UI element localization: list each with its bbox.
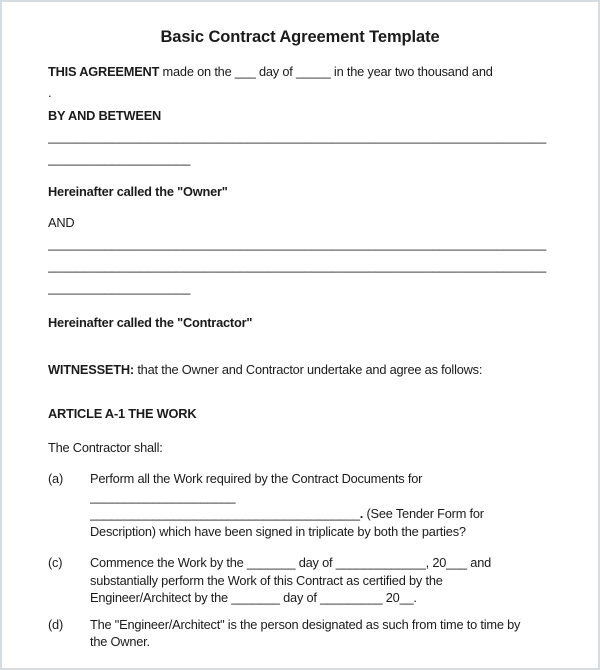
owner-name-blank-line-1: ______________________________________________________________________ — [48, 129, 547, 144]
item-d-line-1: The "Engineer/Architect" is the person designated as such from time to time by — [90, 616, 521, 632]
article-intro: The Contractor shall: — [48, 440, 163, 455]
by-and-between-heading: BY AND BETWEEN — [48, 108, 162, 123]
intro-text: made on the ___ day of _____ in the year two thousand and — [159, 64, 493, 79]
and-label: AND — [48, 215, 75, 230]
item-a-line-1: Perform all the Work required by the Contract Documents for — [90, 471, 423, 486]
article-a1-heading: ARTICLE A-1 THE WORK — [48, 406, 197, 421]
owner-name-blank-line-2: ____________________ — [48, 151, 191, 166]
document-title: Basic Contract Agreement Template — [160, 28, 440, 46]
witnesseth-clause — [48, 359, 568, 380]
item-a-blank-line: _____________________ — [90, 488, 236, 504]
item-c-line-2: substantially perform the Work of this Contract as certified by the — [90, 572, 443, 588]
list-marker-d: (d) — [48, 616, 64, 632]
item-a-line-4: Description) which have been signed in triplicate by both the parties? — [90, 523, 466, 539]
item-a-line-3 — [90, 505, 568, 523]
item-a-line-3-rest: (See Tender Form for — [363, 506, 484, 521]
item-a-line-3-period: . — [359, 506, 364, 521]
item-c-line-3: Engineer/Architect by the _______ day of _________ 20__. — [90, 590, 417, 605]
list-item-a — [48, 470, 568, 540]
list-item-c-body — [90, 554, 568, 607]
item-c-line-1: Commence the Work by the _______ day of _____________, 20___ and — [90, 555, 492, 570]
contractor-name-blank-line-1: ______________________________________________________________________ — [48, 236, 547, 251]
item-d-line-2: the Owner. — [90, 634, 150, 649]
witnesseth-lead: WITNESSETH: — [48, 362, 134, 377]
list-item-c — [48, 554, 568, 607]
list-item-a-body — [90, 470, 568, 540]
contractor-caption: Hereinafter called the "Contractor" — [48, 315, 253, 330]
intro-lead: THIS AGREEMENT — [48, 64, 160, 79]
list-item-d — [48, 616, 568, 651]
item-a-line-3-blank: _______________________________________ — [90, 506, 360, 521]
owner-caption: Hereinafter called the "Owner" — [48, 184, 228, 199]
list-marker-a: (a) — [48, 471, 64, 486]
contract-document — [2, 2, 598, 668]
list-marker-c: (c) — [48, 555, 63, 570]
list-item-d-body — [90, 616, 568, 651]
witnesseth-text: that the Owner and Contractor undertake and agree as follows: — [133, 362, 483, 377]
contractor-name-blank-line-3: ____________________ — [48, 280, 191, 295]
intro-clause — [48, 61, 568, 82]
intro-continuation: . — [48, 85, 52, 100]
contractor-name-blank-line-2: ______________________________________________________________________ — [48, 258, 547, 273]
